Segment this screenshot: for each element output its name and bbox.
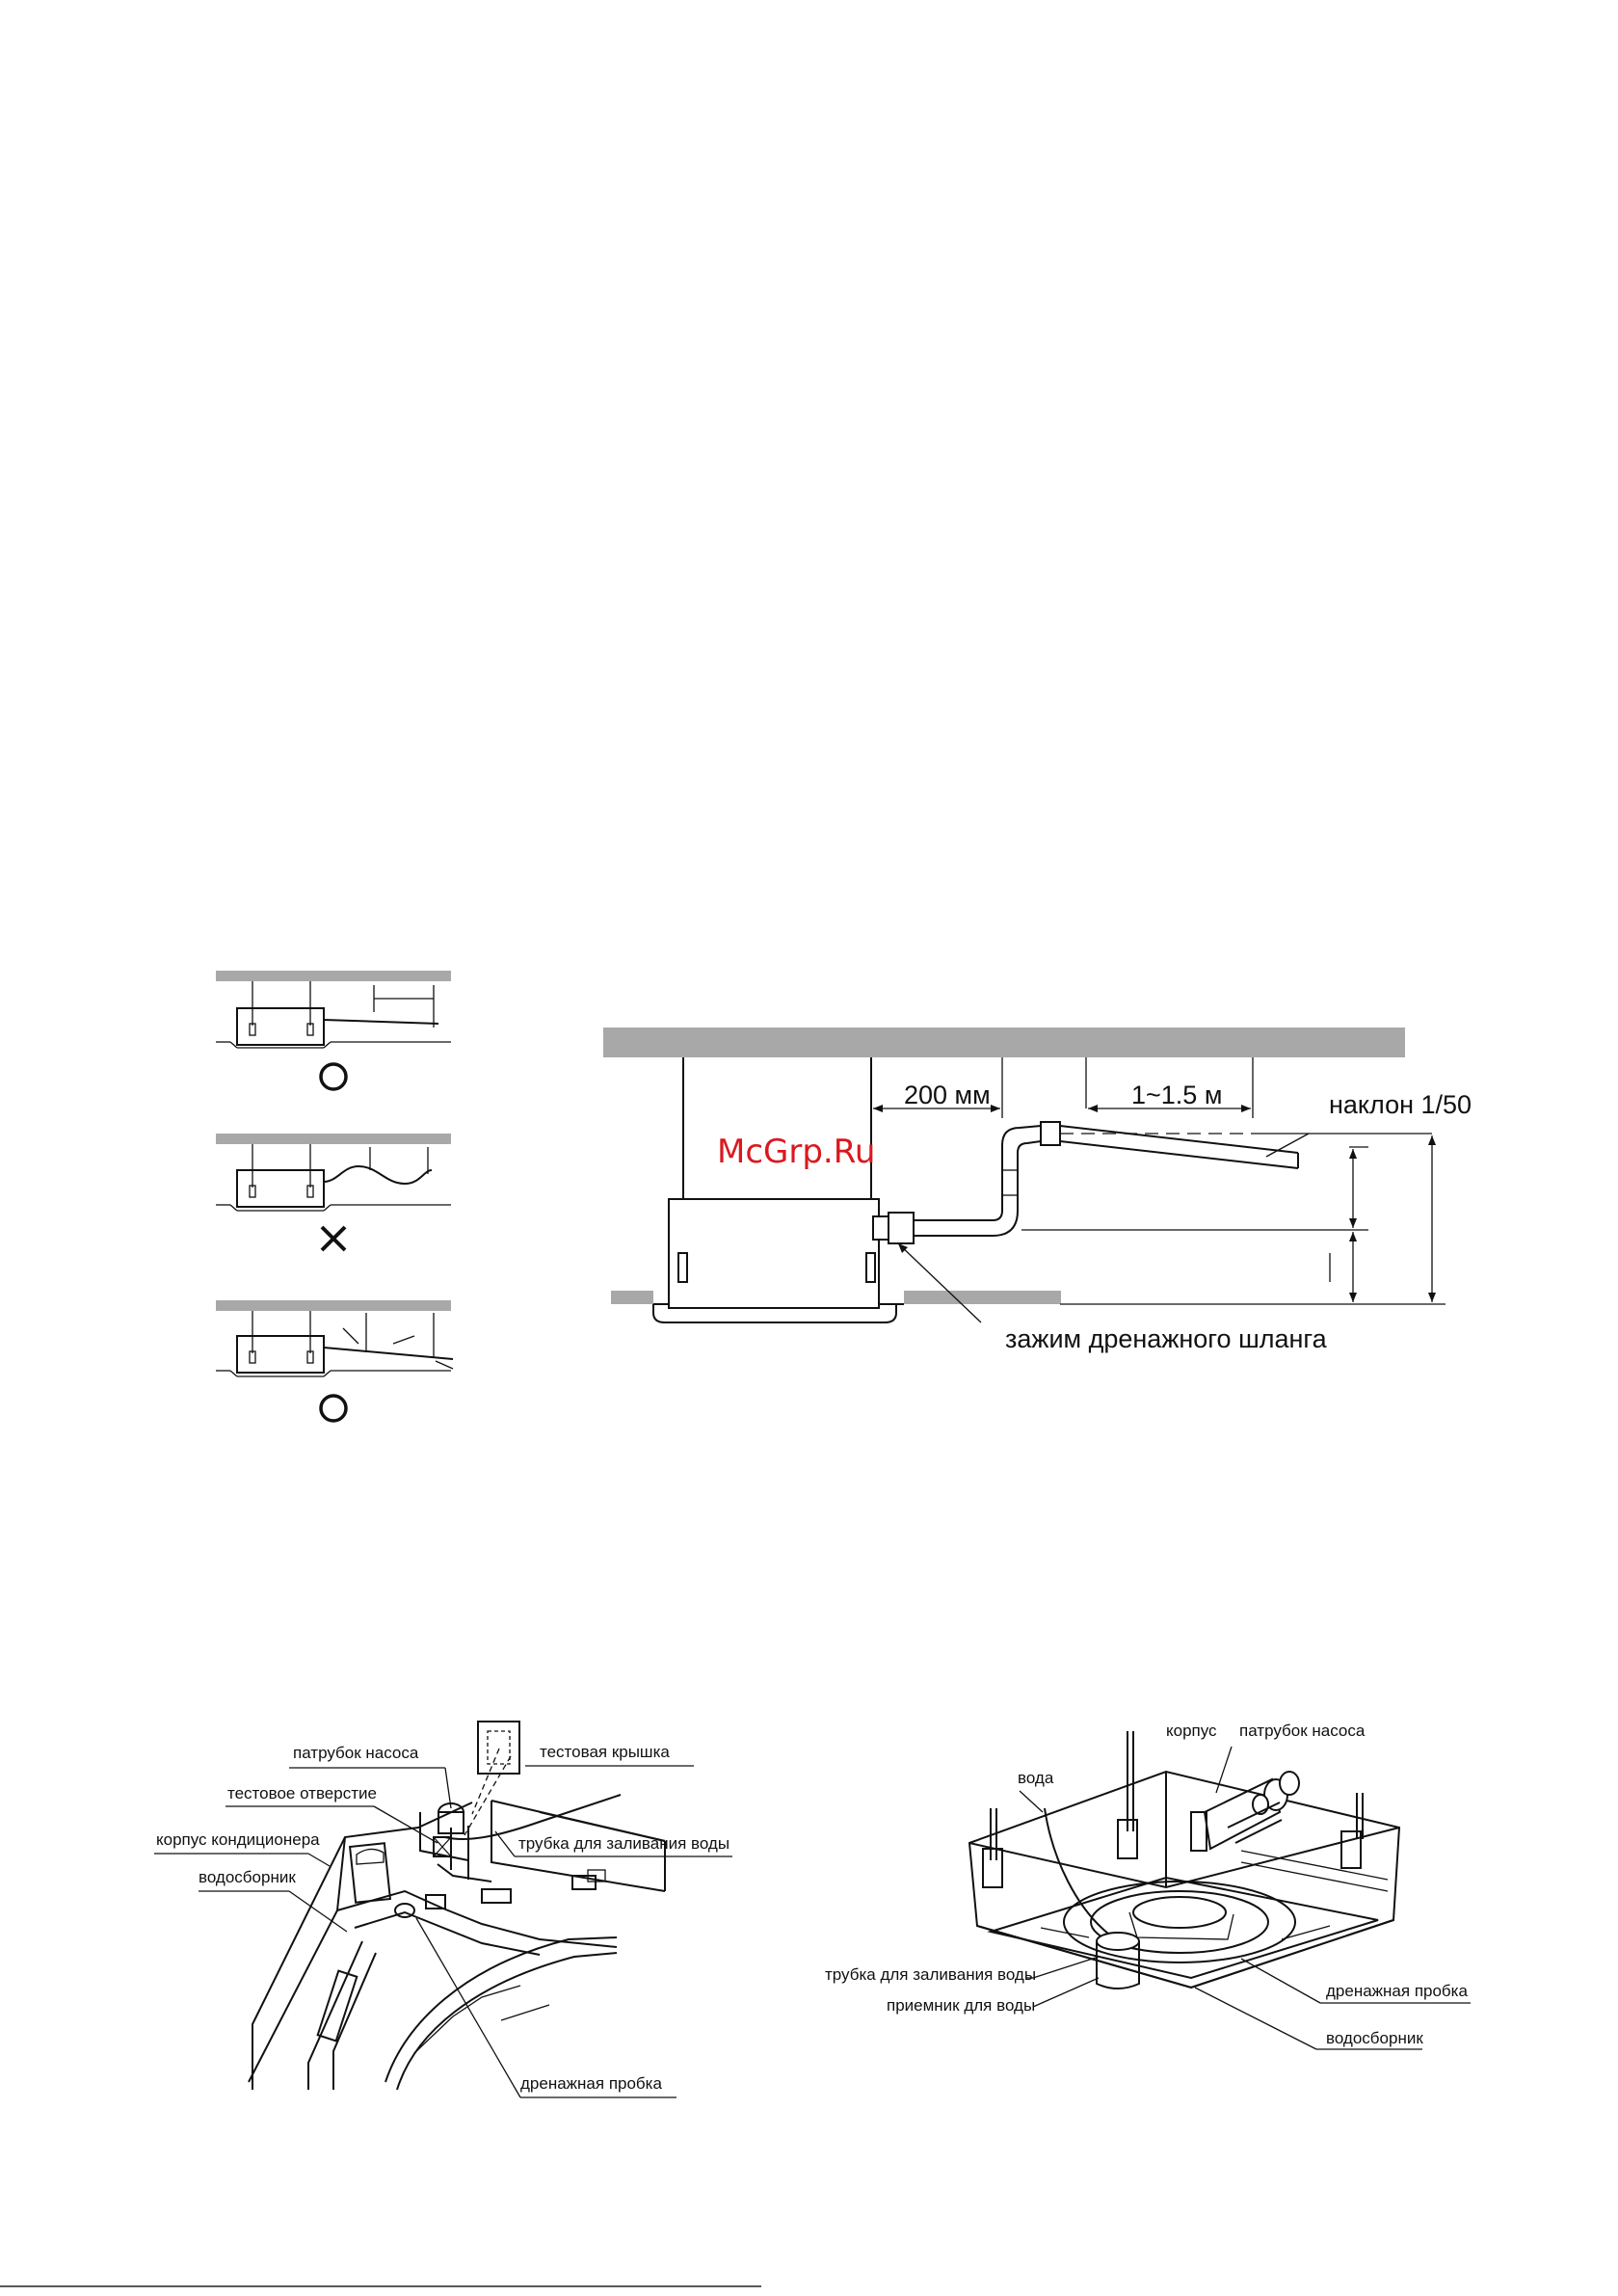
drain-pan-label-right: водосборник <box>1326 2029 1423 2047</box>
test-cover-label: тестовая крышка <box>540 1743 670 1761</box>
dim-200mm-label: 200 мм <box>904 1081 991 1109</box>
test-hole-label: тестовое отверстие <box>227 1784 377 1802</box>
unit-body-label: корпус кондиционера <box>156 1830 320 1849</box>
bottom-left-figure <box>249 1722 665 2090</box>
drain-pan-label: водосборник <box>199 1868 296 1886</box>
dim-1-1-5m-label: 1~1.5 м <box>1131 1081 1223 1109</box>
pump-outlet-label: патрубок насоса <box>293 1744 419 1762</box>
small-diagram-wrong <box>216 1134 451 1211</box>
fill-tube-label-right: трубка для заливания воды <box>825 1965 1037 1984</box>
water-label: вода <box>1018 1769 1054 1787</box>
drain-plug-label-right: дренажная пробка <box>1326 1982 1468 2000</box>
small-diagram-correct-2 <box>216 1300 453 1376</box>
pump-outlet-label-right: патрубок насоса <box>1239 1722 1366 1740</box>
small-diagram-correct-1 <box>216 971 451 1048</box>
main-drain-diagram <box>603 1028 1446 1322</box>
drain-clamp-label: зажим дренажного шланга <box>1005 1324 1327 1353</box>
correct-mark-1 <box>321 1064 346 1089</box>
wrong-mark <box>322 1227 345 1250</box>
drain-plug-label: дренажная пробка <box>520 2074 662 2093</box>
watermark: McGrp.Ru <box>717 1133 876 1171</box>
body-label: корпус <box>1166 1722 1217 1740</box>
correct-mark-2 <box>321 1396 346 1421</box>
water-container-label: приемник для воды <box>887 1996 1036 2015</box>
slope-label: наклон 1/50 <box>1329 1090 1472 1119</box>
fill-tube-label: трубка для заливания воды <box>518 1834 730 1853</box>
